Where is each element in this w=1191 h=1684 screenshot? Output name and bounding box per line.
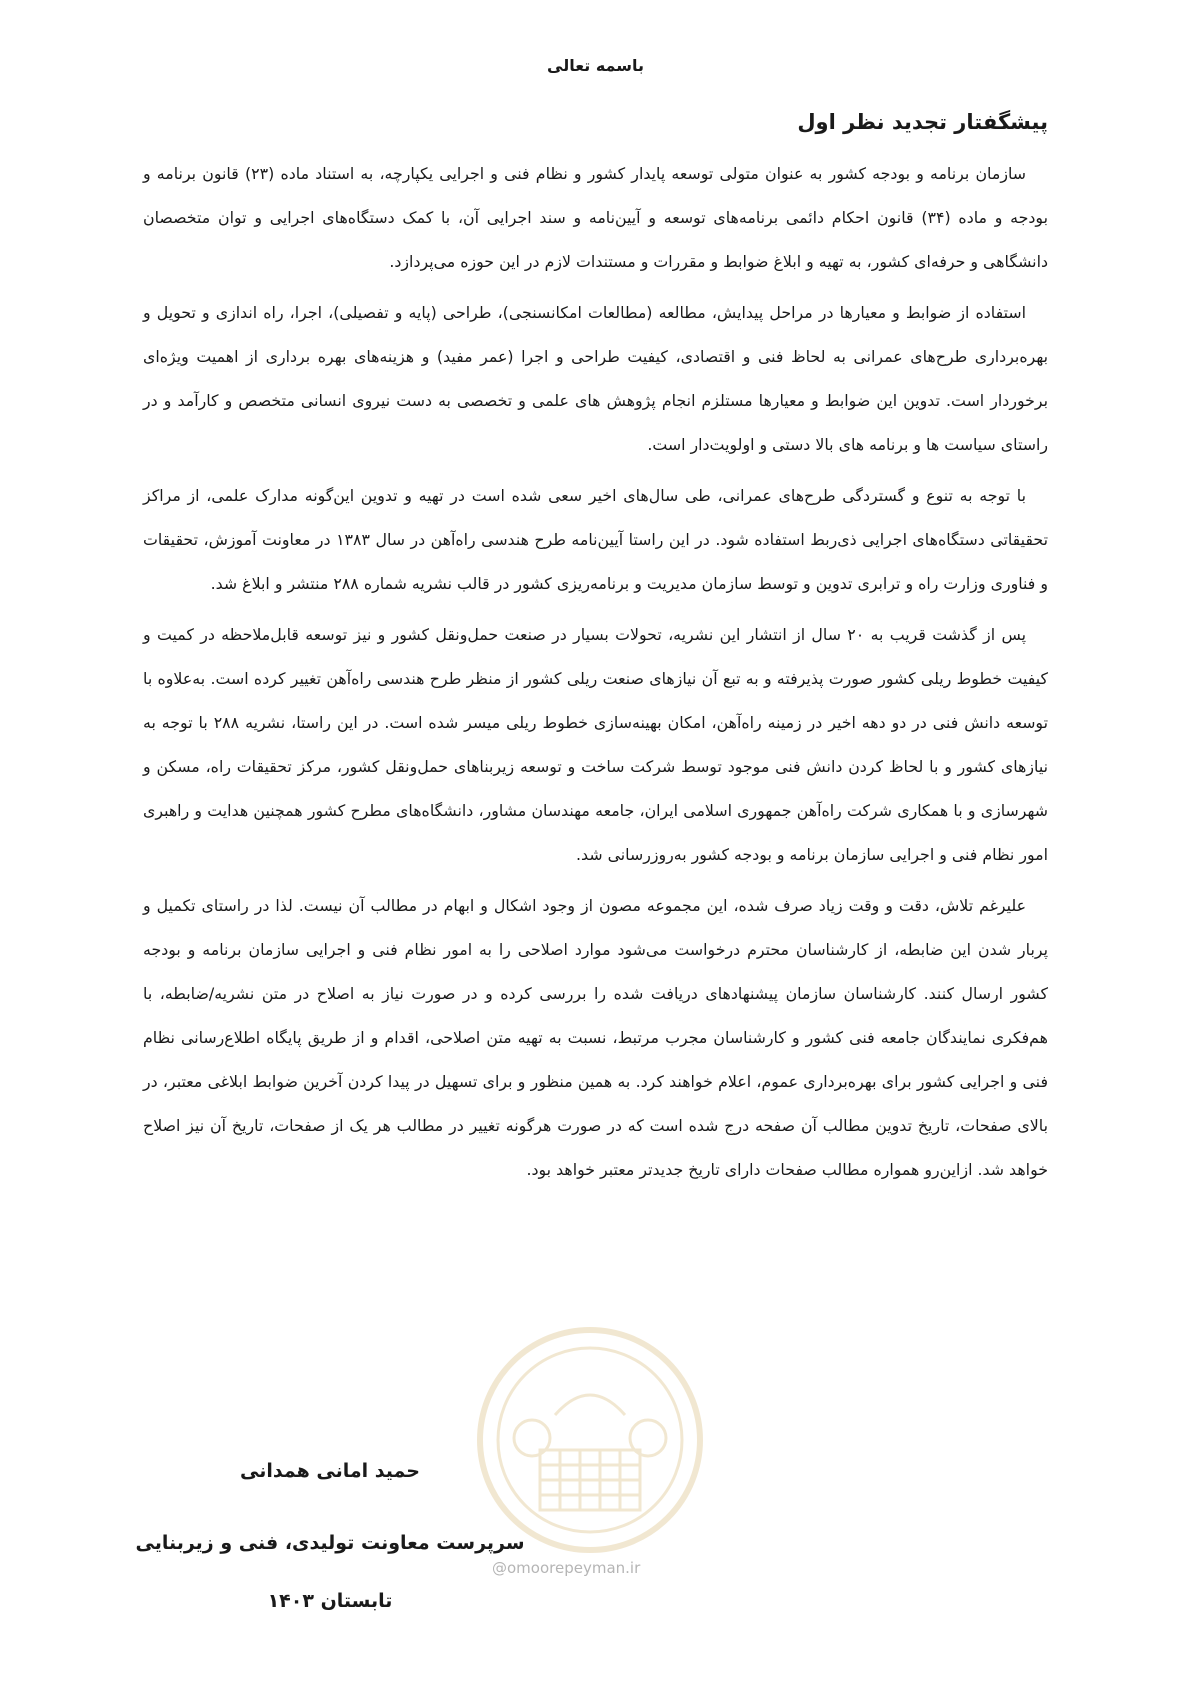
- section-heading: پیشگفتار تجدید نظر اول: [797, 110, 1048, 134]
- document-top-title: باسمه تعالی: [547, 56, 644, 75]
- watermark-seal-icon: [470, 1320, 710, 1560]
- paragraph-1: سازمان برنامه و بودجه کشور به عنوان متولی توسعه پایدار کشور و نظام فنی و اجرایی یکپارچه، به استناد ماده (۲۳) قانون برنامه و بودجه و ماده (۳۴) قانون احکام دائمی برنامه‌های توسعه و آیین‌نامه و سند اجرایی آن، با کمک دستگاه‌های اجرایی و توان متخصصان دانشگاهی و حرفه‌ای کشور، به تهیه و ابلاغ ضوابط و مقررات و مستندات لازم در این حوزه می‌پردازد.: [143, 164, 1048, 271]
- paragraph-5: علیرغم تلاش، دقت و وقت زیاد صرف شده، این مجموعه مصون از وجود اشکال و ابهام در مطالب آن نیست. لذا در راستای تکمیل و پربار شدن این ضابطه، از کارشناسان محترم درخواست می‌شود موارد اصلاحی را به امور نظام فنی و اجرایی سازمان برنامه و بودجه کشور ارسال کنند. کارشناسان سازمان پیشنهادهای دریافت شده را بررسی کرده و در صورت نیاز به اصلاح در متن نشریه/ضابطه، با هم‌فکری نمایندگان جامعه فنی کشور و کارشناسان مجرب مرتبط، نسبت به تهیه متن اصلاحی، اقدام و از طریق پایگاه اطلاع‌رسانی نظام فنی و اجرایی کشور برای بهره‌برداری عموم، اعلام خواهند کرد. به همین منظور و برای تسهیل در پیدا کردن آخرین ضوابط ابلاغی معتبر، در بالای صفحات، تاریخ تدوین مطالب آن صفحه درج شده است که در صورت هرگونه تغییر در مطالب هر یک از صفحات، تاریخ آن نیز اصلاح خواهد شد. ازاین‌رو همواره مطالب صفحات دارای تاریخ جدیدتر معتبر خواهد بود.: [143, 896, 1048, 1179]
- signature-role: سرپرست معاونت تولیدی، فنی و زیربنایی: [135, 1532, 525, 1554]
- watermark-site-text: @omoorepeyman.ir: [492, 1559, 641, 1577]
- body-text: [143, 152, 1048, 1199]
- signature-name: حمید امانی همدانی: [240, 1460, 420, 1482]
- paragraph-3: با توجه به تنوع و گستردگی طرح‌های عمرانی، طی سال‌های اخیر سعی شده است در تهیه و تدوین این‌گونه مدارک علمی، از مراکز تحقیقاتی دستگاه‌های اجرایی ذی‌ربط استفاده شود. در این راستا آیین‌نامه طرح هندسی راه‌آهن در سال ۱۳۸۳ در معاونت آموزش، تحقیقات و فناوری وزارت راه و ترابری تدوین و توسط سازمان مدیریت و برنامه‌ریزی کشور در قالب نشریه شماره ۲۸۸ منتشر و ابلاغ شد.: [143, 486, 1048, 593]
- signature-date: تابستان ۱۴۰۳: [267, 1590, 393, 1612]
- paragraph-4: پس از گذشت قریب به ۲۰ سال از انتشار این نشریه، تحولات بسیار در صنعت حمل‌ونقل کشور و نیز توسعه قابل‌ملاحظه در کمیت و کیفیت خطوط ریلی کشور صورت پذیرفته و به تبع آن نیازهای صنعت ریلی کشور از منظر طرح هندسی راه‌آهن تغییر کرده است. به‌علاوه با توسعه دانش فنی در دو دهه اخیر در زمینه راه‌آهن، امکان بهینه‌سازی خطوط ریلی میسر شده است. در این راستا، نشریه ۲۸۸ با توجه به نیازهای کشور و با لحاظ کردن دانش فنی موجود توسط شرکت ساخت و توسعه زیربناهای حمل‌ونقل کشور، مرکز تحقیقات راه، مسکن و شهرسازی و با همکاری شرکت راه‌آهن جمهوری اسلامی ایران، جامعه مهندسان مشاور، دانشگاه‌های مطرح کشور همچنین هدایت و راهبری امور نظام فنی و اجرایی سازمان برنامه و بودجه کشور به‌روزرسانی شد.: [143, 625, 1048, 864]
- paragraph-2: استفاده از ضوابط و معیارها در مراحل پیدایش، مطالعه (مطالعات امکانسنجی)، طراحی (پایه و تفصیلی)، اجرا، راه اندازی و تحویل و بهره‌برداری طرح‌های عمرانی به لحاظ فنی و اقتصادی، کیفیت طراحی و اجرا (عمر مفید) و هزینه‌های بهره برداری از اهمیت ویژه‌ای برخوردار است. تدوین این ضوابط و معیارها مستلزم انجام پژوهش های علمی و تخصصی به دست نیروی انسانی متخصص و کارآمد و در راستای سیاست ها و برنامه های بالا دستی و اولویت‌دار است.: [143, 303, 1048, 454]
